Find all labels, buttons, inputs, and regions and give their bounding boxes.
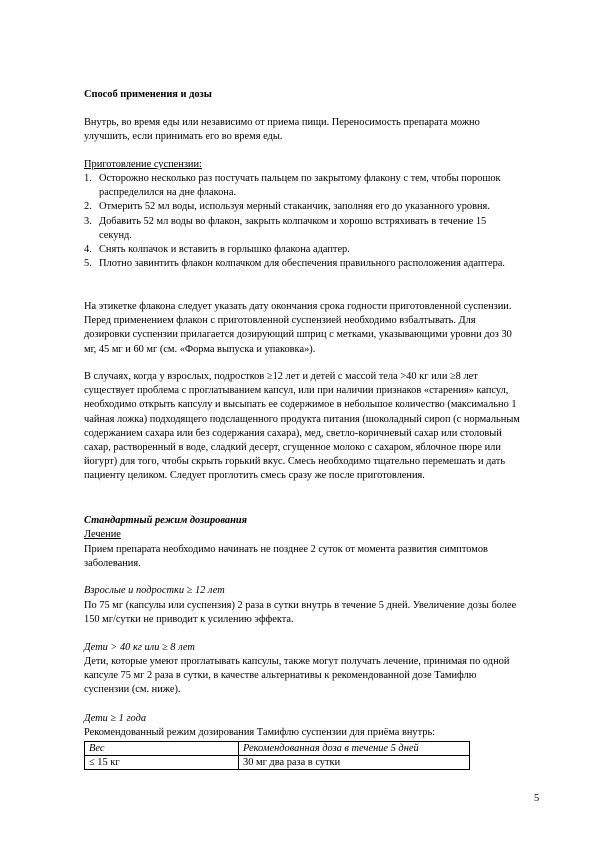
- children-40kg-title: Дети > 40 кг или ≥ 8 лет: [84, 642, 195, 653]
- step-text: Плотно завинтить флакон колпачком для обеспечения правильного расположения адаптера.: [99, 258, 505, 270]
- step-text: Отмерить 52 мл воды, используя мерный стаканчик, заполняя его до указанного уровня.: [99, 201, 490, 213]
- section-heading: Способ применения и дозы: [84, 89, 212, 100]
- children-1year-paragraph: Рекомендованный режим дозирования Тамифлю суспензии для приёма внутрь:: [84, 727, 436, 738]
- table-cell: 30 мг два раза в сутки: [239, 756, 470, 770]
- list-item: [84, 200, 520, 214]
- step-text: Добавить 52 мл воды во флакон, закрыть колпачком и хорошо встряхивать в течение 15 секунд.: [99, 215, 487, 241]
- table-cell: ≤ 15 кг: [85, 756, 239, 770]
- adults-title: Взрослые и подростки ≥ 12 лет: [84, 585, 225, 596]
- preparation-steps: [84, 172, 520, 271]
- table-header-cell: Рекомендованная доза в течение 5 дней: [239, 742, 470, 756]
- step-number: 2.: [84, 201, 92, 213]
- table-row: [85, 756, 470, 770]
- dosing-table: [84, 741, 470, 770]
- step-number: 4.: [84, 244, 92, 256]
- step-number: 5.: [84, 258, 92, 270]
- treatment-paragraph: Прием препарата необходимо начинать не позднее 2 суток от момента развития симптомов заболевания.: [84, 544, 488, 570]
- list-item: [84, 243, 520, 257]
- adults-paragraph: По 75 мг (капсулы или суспензия) 2 раза в сутки внутрь в течение 5 дней. Увеличение дозы более 150 мг/сутки не приводит к усилению эффекта.: [84, 600, 517, 626]
- list-item: [84, 257, 520, 271]
- step-number: 3.: [84, 215, 92, 227]
- children-1year-title: Дети ≥ 1 года: [84, 713, 147, 724]
- capsule-note-paragraph: В случаях, когда у взрослых, подростков ≥12 лет и детей с массой тела >40 кг или ≥8 лет существует проблема с проглатыванием капсул, или при наличии признаков «старения» капсул, необходимо открыть капсулу и высыпать ее содержимое в небольшое количество (максимально 1 чайная ложка) подходящего подслащенного продукта питания (шоколадный сироп (с нормальным содержанием сахара или без содержания сахара), мед, светло-коричневый сахар или столовый сахар, растворенный в воде, сладкий десерт, сгущенное молоко с сахаром, яблочное пюре или йогурт) для того, чтобы скрыть горький вкус. Смесь необходимо тщательно перемешать и дать пациенту целиком. Следует проглотить смесь сразу же после приготовления.: [84, 371, 520, 482]
- step-text: Осторожно несколько раз постучать пальцем по закрытому флакону с тем, чтобы порошок распределился на дне флакона.: [99, 173, 501, 199]
- step-number: 1.: [84, 173, 92, 184]
- standard-dosing-title: Стандартный режим дозирования: [84, 515, 248, 526]
- list-item: [84, 172, 520, 200]
- table-header-row: [85, 742, 470, 756]
- intro-paragraph: Внутрь, во время еды или независимо от приема пищи. Переносимость препарата можно улучшить, если принимать его во время еды.: [84, 117, 480, 143]
- treatment-title: Лечение: [84, 529, 121, 540]
- preparation-title: Приготовление суспензии:: [84, 159, 202, 170]
- step-text: Снять колпачок и вставить в горлышко флакона адаптер.: [99, 244, 350, 256]
- page-number: 5: [534, 793, 540, 804]
- table-header-cell: Вес: [85, 742, 239, 756]
- list-item: [84, 215, 520, 243]
- label-note-paragraph: На этикетке флакона следует указать дату окончания срока годности приготовленной суспензии. Перед применением флакон с приготовленной суспензией необходимо взбалтывать. Для дозировки суспензии прилагается дозирующий шприц с метками, указывающими уровни доз 30 мг, 45 мг и 60 мг (см. «Форма выпуска и упаковка»).: [84, 301, 512, 355]
- children-40kg-paragraph: Дети, которые умеют проглатывать капсулы, также могут получать лечение, принимая по одной капсуле 75 мг 2 раза в сутки, в качестве альтернативы к рекомендованной дозе Тамифлю суспензии (см. ниже).: [84, 656, 510, 696]
